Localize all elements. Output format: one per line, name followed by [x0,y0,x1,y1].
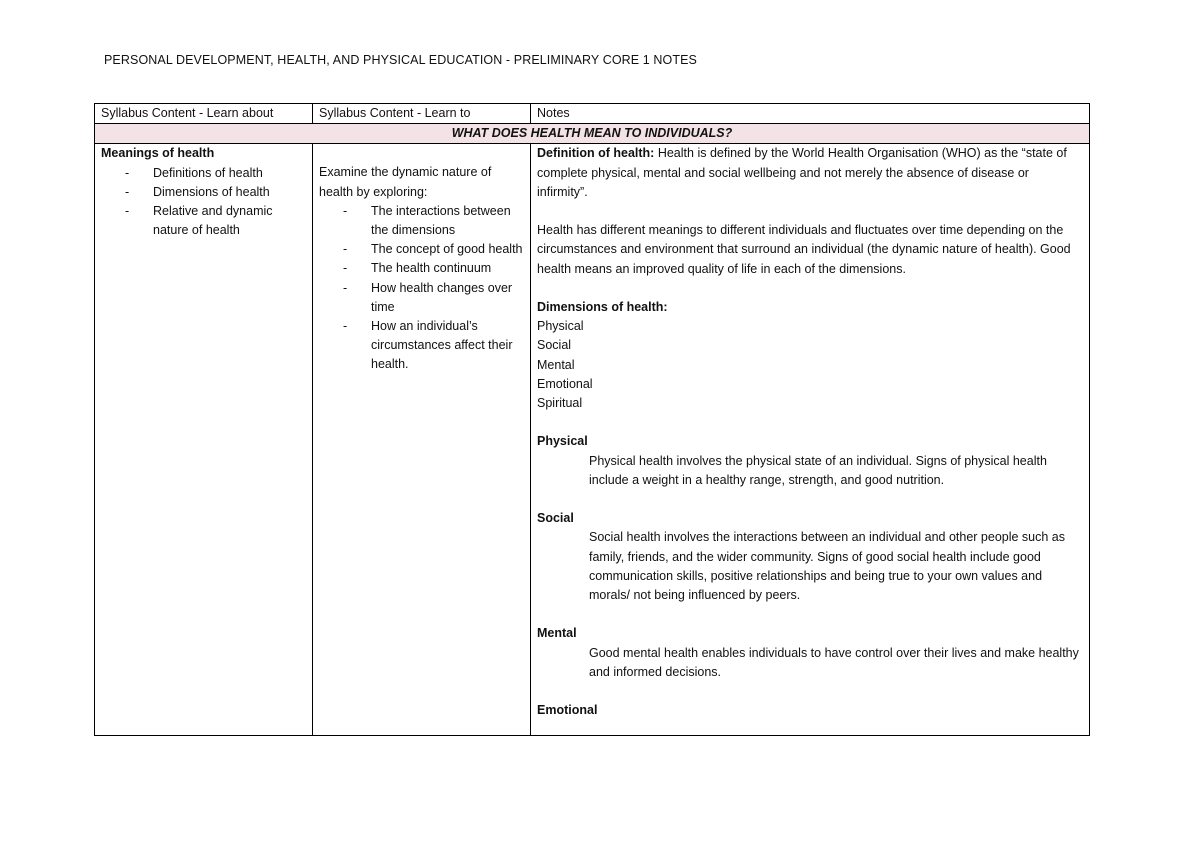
mental-heading: Mental [537,626,577,641]
document-header: PERSONAL DEVELOPMENT, HEALTH, AND PHYSICAL EDUCATION - PRELIMINARY CORE 1 NOTES [104,53,697,67]
dimension-item: Emotional [537,376,593,391]
mental-text: Good mental health enables individuals to have control over their lives and make healthy and informed decisions. [589,645,1079,679]
notes-table [94,103,1090,736]
definition-paragraph [537,144,1083,202]
social-heading: Social [537,511,574,526]
dimensions-heading: Dimensions of health: [537,300,668,314]
list-item: - The health continuum [319,259,524,278]
list-item: - Definitions of health [101,164,306,183]
notes-cell [531,144,1090,736]
dimension-item: Physical [537,319,584,334]
list-item: - How health changes over time [319,279,524,317]
table-header-row [95,104,1090,124]
learn-to-list [319,202,524,375]
learn-to-cell [313,144,531,736]
list-item: - Dimensions of health [101,183,306,202]
dimension-item: Mental [537,357,575,372]
content-row [95,144,1090,736]
definition-label: Definition of health: [537,146,655,161]
social-text: Social health involves the interactions between an individual and other people such as family, friends, and the wider community. Signs of good social health include good communication skills, positive relationships and being true to your own values and morals/ not being influenced by peers. [589,530,1066,603]
meanings-paragraph: Health has different meanings to different individuals and fluctuates over time depending on the circumstances and environment that surround an individual (the dynamic nature of health). Good health means an improved quality of life in each of the dimensions. [537,223,1071,276]
physical-heading: Physical [537,434,588,449]
physical-text: Physical health involves the physical state of an individual. Signs of physical health include a weight in a healthy range, strength, and good nutrition. [589,453,1047,487]
dimension-item: Social [537,338,572,353]
column-header-learn-about: Syllabus Content - Learn about [95,104,313,124]
section-heading: WHAT DOES HEALTH MEAN TO INDIVIDUALS? [95,124,1090,144]
section-row [95,124,1090,144]
learn-about-title: Meanings of health [101,146,215,161]
learn-to-intro: Examine the dynamic nature of health by exploring: [319,165,492,199]
learn-about-list [101,164,306,241]
learn-about-cell [95,144,313,736]
list-item: - The concept of good health [319,240,524,259]
list-item: - Relative and dynamic nature of health [101,202,306,240]
definition-text: Health is defined by the World Health Organisation (WHO) as the “state of complete physical, mental and social wellbeing and not merely the absence of disease or infirmity”. [537,146,1067,199]
list-item: - How an individual’s circumstances affect their health. [319,317,524,375]
column-header-learn-to: Syllabus Content - Learn to [313,104,531,124]
column-header-notes: Notes [531,104,1090,124]
dimension-item: Spiritual [537,396,583,411]
emotional-heading: Emotional [537,703,598,718]
list-item: - The interactions between the dimensions [319,202,524,240]
